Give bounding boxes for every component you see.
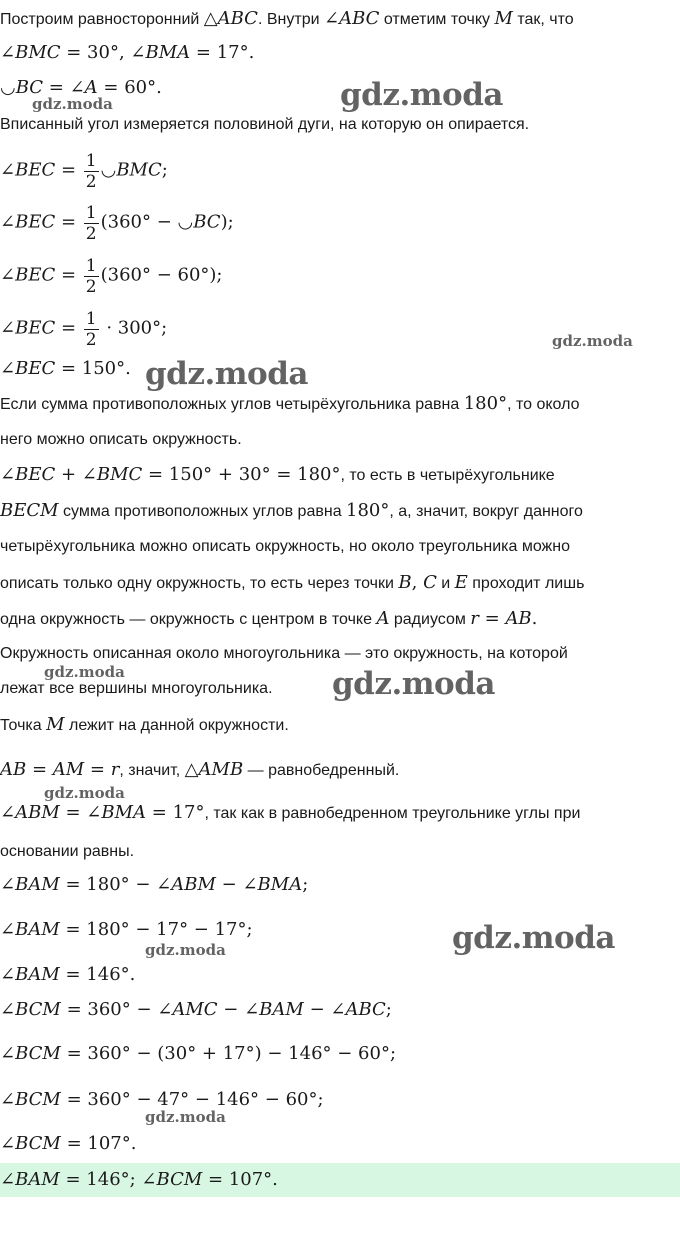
math-variable: BCM	[15, 999, 61, 1020]
math-variable: B	[398, 572, 412, 593]
text-run: Вписанный угол измеряется половиной дуги, на которую он опирается.	[0, 116, 530, 133]
math-variable: A	[84, 77, 98, 98]
math-run: ,	[411, 572, 424, 593]
watermark: gdz.moda	[332, 666, 495, 702]
solution-line	[0, 571, 584, 596]
math-run: .	[531, 608, 538, 629]
text-run: Если сумма противоположных углов четырёхугольника равна	[0, 396, 464, 413]
fraction	[84, 256, 99, 297]
math-run: ∠	[323, 8, 340, 29]
solution-line	[0, 998, 392, 1023]
math-variable: AM	[52, 759, 85, 780]
text-run: одна окружность — окружность с центром в точке	[0, 611, 377, 628]
fraction-numerator: 1	[85, 256, 97, 276]
math-variable: C	[423, 572, 437, 593]
text-run: Окружность описанная около многоугольника — это окружность, на которой	[0, 645, 568, 662]
math-run: ∠	[0, 874, 16, 895]
watermark: gdz.moda	[32, 95, 113, 113]
math-run: − ∠	[303, 999, 346, 1020]
solution-line	[0, 113, 529, 137]
watermark: gdz.moda	[552, 332, 633, 350]
math-run: − ∠	[217, 999, 260, 1020]
solution-line	[0, 873, 308, 898]
math-run: ∠	[0, 1089, 16, 1110]
math-run: = 17°	[146, 802, 205, 823]
text-run: , так как в равнобедренном треугольнике углы при	[204, 805, 581, 822]
solution-line	[0, 713, 289, 738]
solution-line	[0, 309, 167, 350]
math-run: ;	[385, 999, 392, 1020]
solution-line	[0, 256, 223, 297]
solution-line	[0, 7, 574, 32]
math-variable: E	[454, 572, 468, 593]
solution-line	[0, 41, 254, 66]
solution-line	[0, 918, 253, 943]
math-variable: ABM	[15, 802, 60, 823]
math-run: ∠	[0, 1169, 16, 1190]
math-variable: AMB	[198, 759, 244, 780]
math-run: ∠	[0, 1133, 16, 1154]
solution-line	[0, 840, 134, 864]
solution-line	[0, 463, 555, 488]
math-run: ∠	[0, 264, 16, 286]
math-variable: A	[376, 608, 390, 629]
text-run: Построим равносторонний	[0, 11, 204, 28]
math-run: ◡	[100, 159, 117, 181]
math-run: = 60°.	[97, 77, 162, 98]
math-run: = 360° − ∠	[60, 999, 173, 1020]
text-run: лежат все вершины многоугольника.	[0, 680, 273, 697]
math-run: = 146°; ∠	[59, 1169, 157, 1190]
fraction-denominator: 2	[85, 277, 97, 297]
math-run: (360° − ◡	[100, 211, 194, 233]
text-run: , значит,	[119, 762, 185, 779]
math-variable: BAM	[15, 874, 60, 895]
math-run: 180°	[463, 393, 508, 414]
math-variable: BCM	[15, 1043, 61, 1064]
math-run: =	[55, 159, 82, 181]
solution-line	[0, 677, 273, 701]
math-variable: BMA	[101, 802, 147, 823]
watermark: gdz.moda	[44, 784, 125, 802]
math-run: = 30°, ∠	[60, 42, 146, 63]
math-variable: BEC	[15, 317, 56, 339]
text-run: основании равны.	[0, 843, 135, 860]
solution-line	[0, 428, 242, 452]
math-run: ∠	[0, 464, 16, 485]
solution-line	[0, 1042, 396, 1067]
solution-line	[0, 1132, 136, 1157]
solution-line	[0, 758, 399, 783]
solution-line	[0, 392, 580, 417]
text-run: Точка	[0, 717, 47, 734]
math-variable: BMA	[145, 42, 191, 63]
fraction-numerator: 1	[85, 151, 97, 171]
math-variable: BCM	[15, 1089, 61, 1110]
math-variable: BEC	[15, 211, 56, 233]
math-run: =	[55, 264, 82, 286]
solution-line	[0, 607, 537, 632]
math-run: ◡	[0, 77, 16, 98]
solution-line	[0, 203, 234, 244]
text-run: , то около	[507, 396, 580, 413]
math-run: ∠	[0, 964, 16, 985]
watermark: gdz.moda	[44, 663, 125, 681]
watermark: gdz.moda	[145, 941, 226, 959]
math-variable: BEC	[15, 358, 56, 379]
math-variable: BC	[15, 77, 44, 98]
watermark: gdz.moda	[145, 1108, 226, 1126]
math-run: 180°	[346, 500, 390, 521]
math-variable: BAM	[15, 919, 60, 940]
math-variable: BMC	[15, 42, 61, 63]
math-variable: BMA	[257, 874, 303, 895]
math-variable: M	[46, 714, 65, 735]
math-variable: ABC	[217, 8, 258, 29]
solution-line	[0, 499, 583, 524]
math-run: = 360° − 47° − 146° − 60°;	[60, 1089, 324, 1110]
math-run: ∠	[0, 919, 16, 940]
math-run: ∠	[0, 802, 16, 823]
math-run: · 300°;	[100, 317, 168, 339]
math-run: = 146°.	[59, 964, 136, 985]
solution-line	[0, 357, 131, 382]
math-variable: r	[110, 759, 120, 780]
math-run: ∠	[0, 211, 16, 233]
text-run: так, что	[512, 11, 574, 28]
math-variable: BEC	[15, 159, 56, 181]
math-variable: r	[470, 608, 479, 629]
solution-line	[0, 963, 135, 988]
math-run: (360° − 60°);	[100, 264, 223, 286]
math-variable: ABC	[339, 8, 380, 29]
text-run: него можно описать окружность.	[0, 431, 242, 448]
text-run: проходит лишь	[467, 575, 585, 592]
math-run: △	[203, 8, 218, 29]
math-run: △	[184, 759, 199, 780]
math-run: + ∠	[55, 464, 97, 485]
solution-line	[0, 151, 168, 192]
text-run: сумма противоположных углов равна	[58, 503, 347, 520]
text-run: радиусом	[389, 611, 471, 628]
math-run: =	[55, 211, 82, 233]
math-variable: BEC	[15, 464, 56, 485]
math-variable: ABM	[171, 874, 216, 895]
solution-line	[0, 535, 570, 559]
math-variable: M	[494, 8, 513, 29]
fraction-denominator: 2	[85, 172, 97, 192]
fraction-denominator: 2	[85, 224, 97, 244]
fraction	[84, 309, 99, 350]
text-run: четырёхугольника можно описать окружность, но около треугольника можно	[0, 538, 570, 555]
fraction	[84, 151, 99, 192]
answer-line	[0, 1168, 278, 1193]
math-run: =	[55, 317, 82, 339]
watermark: gdz.moda	[340, 77, 503, 113]
math-run: =	[84, 759, 111, 780]
math-variable: BMC	[96, 464, 143, 485]
math-variable: BCM	[15, 1133, 61, 1154]
math-run: = 150° + 30° = 180°	[142, 464, 341, 485]
math-run: =	[478, 608, 506, 629]
fraction-numerator: 1	[85, 309, 97, 329]
text-run: описать только одну окружность, то есть через точки	[0, 575, 399, 592]
math-variable: AB	[0, 759, 27, 780]
math-variable: BCM	[156, 1169, 203, 1190]
math-run: = 107°.	[202, 1169, 278, 1190]
math-run: ∠	[0, 358, 16, 379]
math-run: − ∠	[215, 874, 258, 895]
fraction-denominator: 2	[85, 330, 97, 350]
math-run: = ∠	[59, 802, 102, 823]
text-run: — равнобедренный.	[243, 762, 400, 779]
math-variable: BEC	[15, 264, 56, 286]
math-run: ;	[161, 159, 168, 181]
watermark: gdz.moda	[452, 920, 615, 956]
text-run: . Внутри	[257, 11, 324, 28]
math-run: ∠	[0, 42, 16, 63]
math-run: ∠	[0, 1043, 16, 1064]
text-run: лежит на данной окружности.	[64, 717, 289, 734]
math-run: ∠	[0, 159, 16, 181]
math-run: = ∠	[43, 77, 85, 98]
fraction	[84, 203, 99, 244]
text-run: и	[436, 575, 455, 592]
math-run: ∠	[0, 317, 16, 339]
math-run: = 180° − ∠	[59, 874, 172, 895]
fraction-numerator: 1	[85, 203, 97, 223]
math-variable: BC	[193, 211, 221, 233]
math-run: = 150°.	[55, 358, 131, 379]
math-run: = 107°.	[60, 1133, 137, 1154]
math-run: = 360° − (30° + 17°) − 146° − 60°;	[60, 1043, 397, 1064]
math-run: = 180° − 17° − 17°;	[59, 919, 253, 940]
watermark: gdz.moda	[145, 356, 308, 392]
math-run: = 17°.	[190, 42, 255, 63]
math-run: ;	[302, 874, 309, 895]
math-variable: AB	[505, 608, 532, 629]
math-variable: AMC	[172, 999, 218, 1020]
math-run: =	[26, 759, 53, 780]
text-run: , то есть в четырёхугольнике	[340, 467, 555, 484]
text-run: отметим точку	[379, 11, 495, 28]
math-variable: BAM	[15, 964, 60, 985]
math-variable: ABC	[345, 999, 386, 1020]
math-run: );	[220, 211, 234, 233]
math-variable: BAM	[15, 1169, 60, 1190]
solution-line	[0, 801, 580, 826]
math-run: ∠	[0, 999, 16, 1020]
math-variable: BECM	[0, 500, 59, 521]
math-variable: BMC	[116, 159, 162, 181]
math-variable: BAM	[259, 999, 304, 1020]
text-run: , а, значит, вокруг данного	[389, 503, 583, 520]
